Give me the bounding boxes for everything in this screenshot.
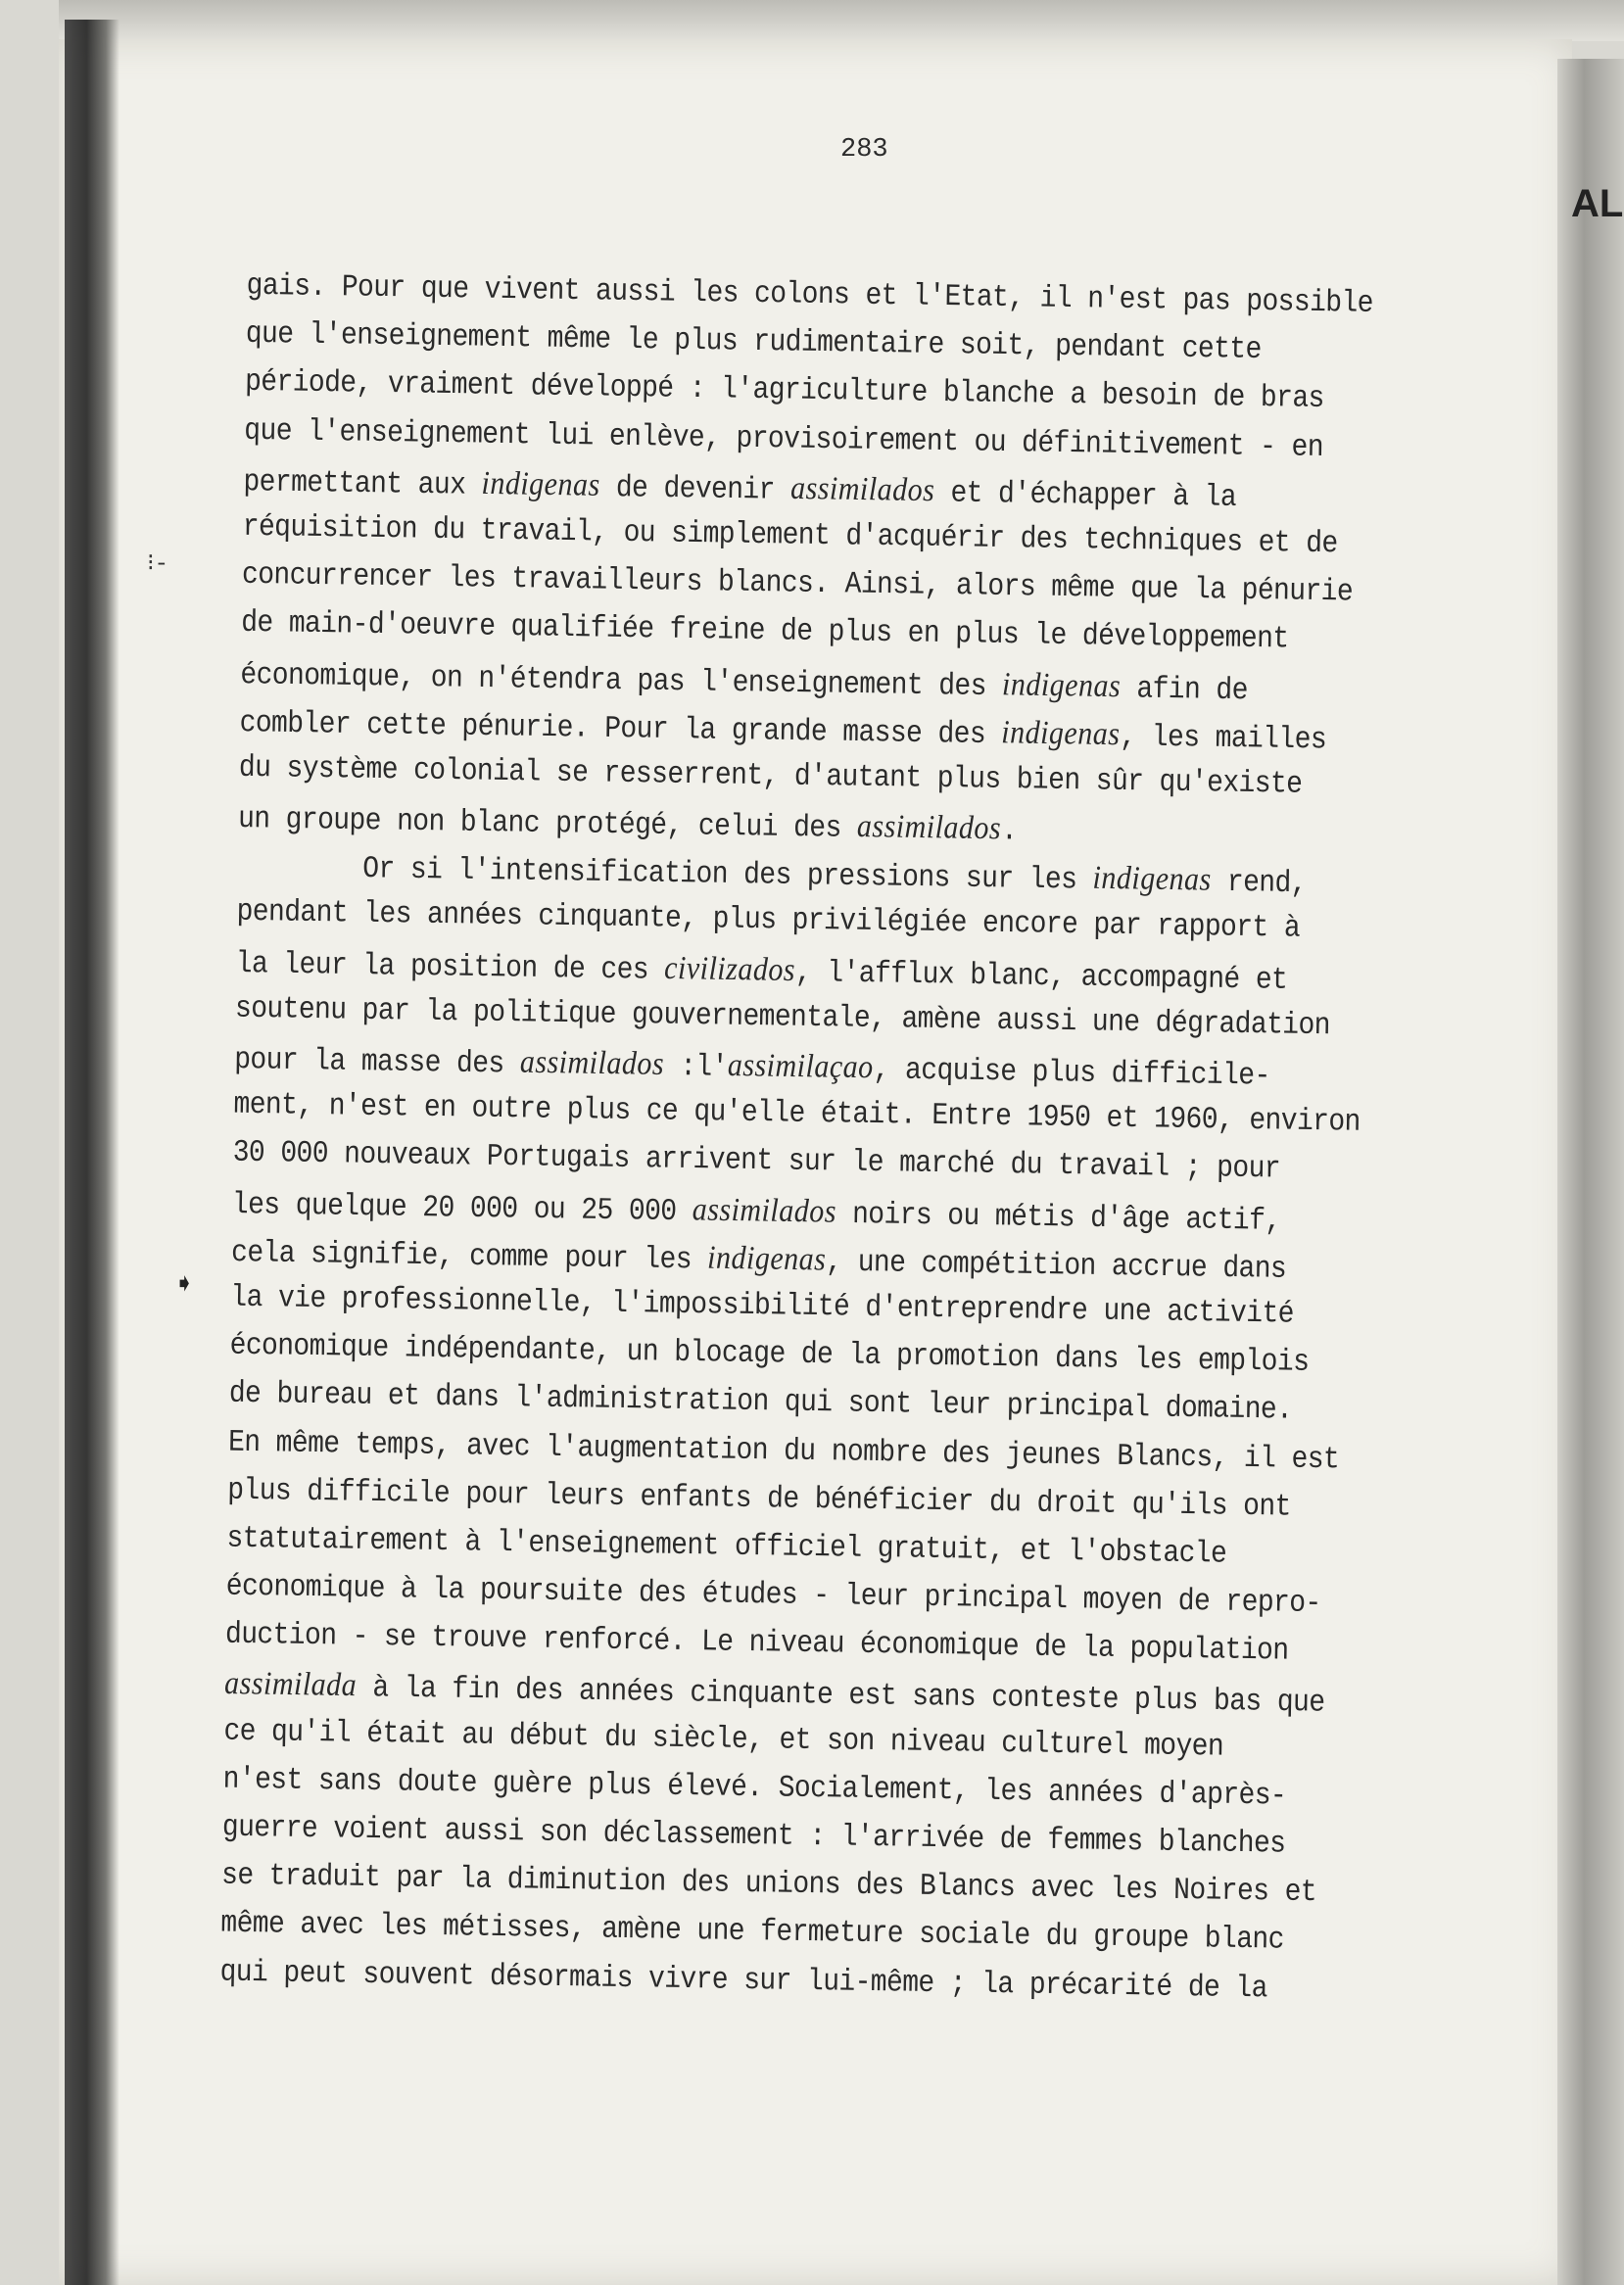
italic-term: indigenas: [1001, 713, 1121, 752]
text-segment: rend,: [1211, 866, 1308, 902]
italic-term: indigenas: [1092, 859, 1213, 898]
text-segment: période, vraiment développé : l'agriculture blanche a besoin de bras: [244, 365, 1325, 417]
text-segment: duction - se trouve renforcé. Le niveau économique de la population: [224, 1618, 1289, 1669]
text-segment: guerre voient aussi son déclassement : l'arrivée de femmes blanches: [221, 1810, 1286, 1862]
margin-arrow-mark: ➧: [174, 1269, 195, 1307]
text-segment: économique indépendante, un blocage de la promotion dans les emplois: [229, 1329, 1310, 1381]
text-segment: En même temps, avec l'augmentation du nombre des jeunes Blancs, il est: [227, 1425, 1340, 1478]
text-segment: soutenu par la politique gouvernementale, amène aussi une dégradation: [234, 991, 1331, 1044]
text-segment: à la fin des années cinquante est sans conteste plus bas que: [356, 1671, 1325, 1722]
italic-term: assimilaçao: [727, 1046, 874, 1086]
text-segment: :l': [663, 1050, 729, 1086]
body-text: [219, 262, 1452, 2016]
text-segment: de bureau et dans l'administration qui sont leur principal domaine.: [228, 1377, 1293, 1429]
text-segment: plus difficile pour leurs enfants de bénéficier du droit qu'ils ont: [227, 1473, 1292, 1525]
text-segment: 30 000 nouveaux Portugais arrivent sur le marché du travail ; pour: [232, 1136, 1281, 1187]
italic-term: assimilada: [223, 1665, 358, 1704]
margin-mark: ⁝-: [147, 551, 169, 578]
scan-top-edge: [59, 0, 1624, 41]
text-segment: que l'enseignement même le plus rudimentaire soit, pendant cette: [245, 317, 1262, 368]
text-segment: pour la masse des: [233, 1043, 521, 1082]
text-segment: n'est sans doute guère plus élevé. Socialement, les années d'après-: [222, 1762, 1287, 1814]
italic-term: assimilados: [789, 469, 935, 508]
scan-left-shadow: [65, 20, 119, 2285]
text-segment: de devenir: [599, 470, 791, 508]
page-number: 283: [840, 135, 888, 165]
italic-term: indigenas: [1001, 665, 1122, 704]
text-segment: de main-d'oeuvre qualifiée freine de plus en plus le développement: [240, 606, 1289, 657]
text-segment: ment, n'est en outre plus ce qu'elle était. Entre 1950 et 1960, environ: [233, 1088, 1361, 1140]
text-segment: la vie professionnelle, l'impossibilité d'entreprendre une activité: [230, 1280, 1295, 1332]
italic-term: civilizados: [663, 949, 796, 988]
text-segment: , une compétition accrue dans: [826, 1245, 1287, 1287]
text-segment: et d'échapper à la: [933, 476, 1237, 515]
text-segment: cela signifie, comme pour les: [230, 1236, 708, 1278]
text-segment: statutairement à l'enseignement officiel gratuit, et l'obstacle: [226, 1521, 1227, 1572]
text-segment: qui peut souvent désormais vivre sur lui-même ; la précarité de la: [219, 1955, 1268, 2006]
text-segment: la leur la position de ces: [235, 947, 665, 988]
text-segment: concurrencer les travailleurs blancs. Ainsi, alors même que la pénurie: [241, 558, 1354, 610]
text-segment: combler cette pénurie. Pour la grande masse des: [239, 706, 1002, 753]
text-segment: noirs ou métis d'âge actif,: [836, 1197, 1281, 1239]
text-segment: .: [1000, 814, 1018, 849]
text-segment: les quelque 20 000 ou 25 000: [231, 1187, 693, 1230]
text-segment: même avec les métisses, amène une fermeture sociale du groupe blanc: [220, 1907, 1285, 1959]
text-segment: afin de: [1120, 672, 1249, 708]
scan-right-edge: [1557, 59, 1624, 2285]
text-segment: Or si l'intensification des pressions sur les: [362, 852, 1093, 899]
text-segment: se traduit par la diminution des unions des Blancs avec les Noires et: [220, 1859, 1317, 1911]
text-segment: , l'afflux blanc, accompagné et: [794, 956, 1288, 998]
italic-term: assimilados: [692, 1190, 837, 1230]
text-segment: , acquise plus difficile-: [873, 1053, 1270, 1094]
text-segment: économique à la poursuite des études - leur principal moyen de repro-: [225, 1570, 1321, 1622]
text-segment: ce qu'il était au début du siècle, et son niveau culturel moyen: [223, 1714, 1224, 1765]
text-segment: gais. Pour que vivent aussi les colons et l'Etat, il n'est pas possible: [246, 269, 1374, 321]
text-segment: un groupe non blanc protégé, celui des: [237, 802, 858, 847]
text-segment: que l'enseignement lui enlève, provisoirement ou définitivement - en: [244, 413, 1324, 465]
italic-term: assimilados: [519, 1043, 665, 1082]
text-segment: économique, on n'étendra pas l'enseignement des: [240, 657, 1003, 704]
text-segment: pendant les années cinquante, plus privilégiée encore par rapport à: [236, 895, 1301, 947]
text-segment: réquisition du travail, ou simplement d'acquérir des techniques et de: [242, 510, 1338, 562]
text-segment: du système colonial se resserrent, d'autant plus bien sûr qu'existe: [238, 750, 1303, 802]
adjacent-page-text: AL: [1571, 182, 1624, 225]
text-segment: , les mailles: [1120, 720, 1327, 758]
italic-term: indigenas: [706, 1239, 827, 1278]
italic-term: assimilados: [856, 807, 1002, 847]
text-segment: permettant aux: [243, 465, 482, 503]
italic-term: indigenas: [481, 464, 600, 503]
